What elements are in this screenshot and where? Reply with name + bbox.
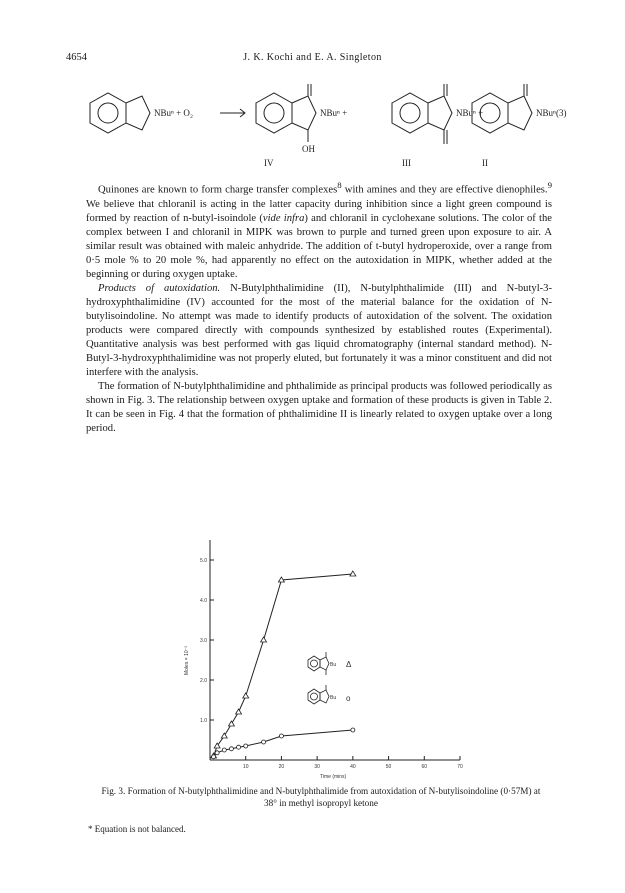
legend-symbol-triangle: Δ [346,660,352,669]
y-tick-label: 3.0 [200,638,207,644]
y-tick-label: 1.0 [200,718,207,724]
paragraph-formation: The formation of N-butylphthalimidine and phthalimide as principal products was followed periodically as shown in Fig. 3. The relationship between oxygen uptake and formation of these products is given in Table 2. It can be seen in Fig. 4 that the formation of phthalimidine II is linearly related to oxygen uptake over a long period. [86,380,552,434]
product-iii-group: NBuⁿ + [456,108,484,118]
data-point-triangle [221,733,227,738]
x-tick-label: 50 [385,764,392,770]
product-iv-oh: OH [302,144,315,154]
compound-label-iii: III [402,158,411,168]
running-head: J. K. Kochi and E. A. Singleton [243,52,382,63]
footnote: * Equation is not balanced. [88,824,186,834]
data-point-circle [237,745,241,749]
legend-group-triangle: Bu [330,662,337,668]
paragraph-quinones: Quinones are known to form charge transfer complexes$^8$ with amines and they are effective dienophiles.$^9$ We believe that chloranil is acting in the latter capacity during inhibition since a light green compound is formed by reaction of n-butyl-isoindole (vide infra) and chloranil in cyclohexane solutions. The color of the complex between I and chloranil in MIPK was brown to purple and turned green upon exposure to air. A similar result was obtained with maleic anhydride. The addition of t-butyl hydroperoxide, over a range from 0·5 mole % to 20 mole %, had apparently no effect on the autoxidation in MIPK, whether added at the beginning or during oxygen uptake. [86,180,552,280]
figure-caption: Fig. 3. Formation of N-butylphthalimidine and N-butylphthalimide from autoxidation of N-butylisoindoline (0·57M) at 38° in methyl isopropyl ketone [101,786,541,808]
data-point-circle [222,748,226,752]
body-text [86,178,552,436]
data-point-circle [212,755,216,759]
reaction-scheme [70,78,570,173]
y-tick-label: 4.0 [200,598,207,604]
x-tick-label: 60 [421,764,428,770]
page-number: 4654 [66,52,87,63]
section-heading: Products of autoxidation. [98,282,221,294]
legend-symbol-circle: o [346,694,351,703]
x-tick-label: 40 [350,764,356,770]
data-point-circle [279,734,283,738]
reactant-aromatic-circle [98,103,118,123]
compound-label-ii: II [482,158,488,168]
data-point-triangle [261,637,267,642]
data-point-triangle [350,571,356,576]
x-tick-label: 10 [242,764,249,770]
data-point-circle [229,747,233,751]
x-tick-label: 70 [457,764,463,770]
x-tick-label: 20 [278,764,285,770]
data-point-triangle [243,693,249,698]
data-point-triangle [236,709,242,714]
data-point-circle [215,751,219,755]
data-point-circle [262,740,266,744]
series-line-circle [214,730,353,757]
product-iv-ring [256,93,292,133]
x-tick-label: 30 [314,764,320,770]
y-tick-label: 2.0 [200,678,207,684]
reactant-label: NBuⁿ + O₂ [154,108,194,118]
caption-label: Fig. 3. [101,786,126,796]
product-iv-group: NBuⁿ + [320,108,348,118]
equation-number: (3) [556,108,567,118]
x-axis-title: Time (mins) [320,774,347,780]
product-iii-ring [392,93,428,133]
legend-structure-triangle [308,652,329,675]
reactant-benzene-ring [90,93,126,133]
paragraph-products: Products of autoxidation. N-Butylphthalimidine (II), N-butylphthalimide (III) and N-butyl-3-hydroxyphthalimidine (IV) accounted for the most of the material balance for the oxidation of N-butylisoindoline. No attempt was made to identify products of autoxidation of the solvent. The oxidation products were compared directly with compounds synthesized by established routes (Experimental). Quantitative analysis was best performed with gas liquid chromatography (internal standard method). N-Butyl-3-hydroxyphthalimidine was not properly eluted, but fortunately it was a minor constituent and did not interfere with the analysis. [86,282,552,378]
data-point-circle [244,744,248,748]
legend-structure-circle [308,685,329,704]
data-point-triangle [228,721,234,726]
compound-label-iv: IV [264,158,274,168]
y-tick-label: 5.0 [200,558,207,564]
figure-3-chart [160,540,480,780]
data-point-circle [351,728,355,732]
y-axis-title: Moles × 10⁻³ [184,646,190,675]
product-ii-group: NBuⁿ [536,108,556,118]
legend-group-circle: Bu [330,695,337,701]
